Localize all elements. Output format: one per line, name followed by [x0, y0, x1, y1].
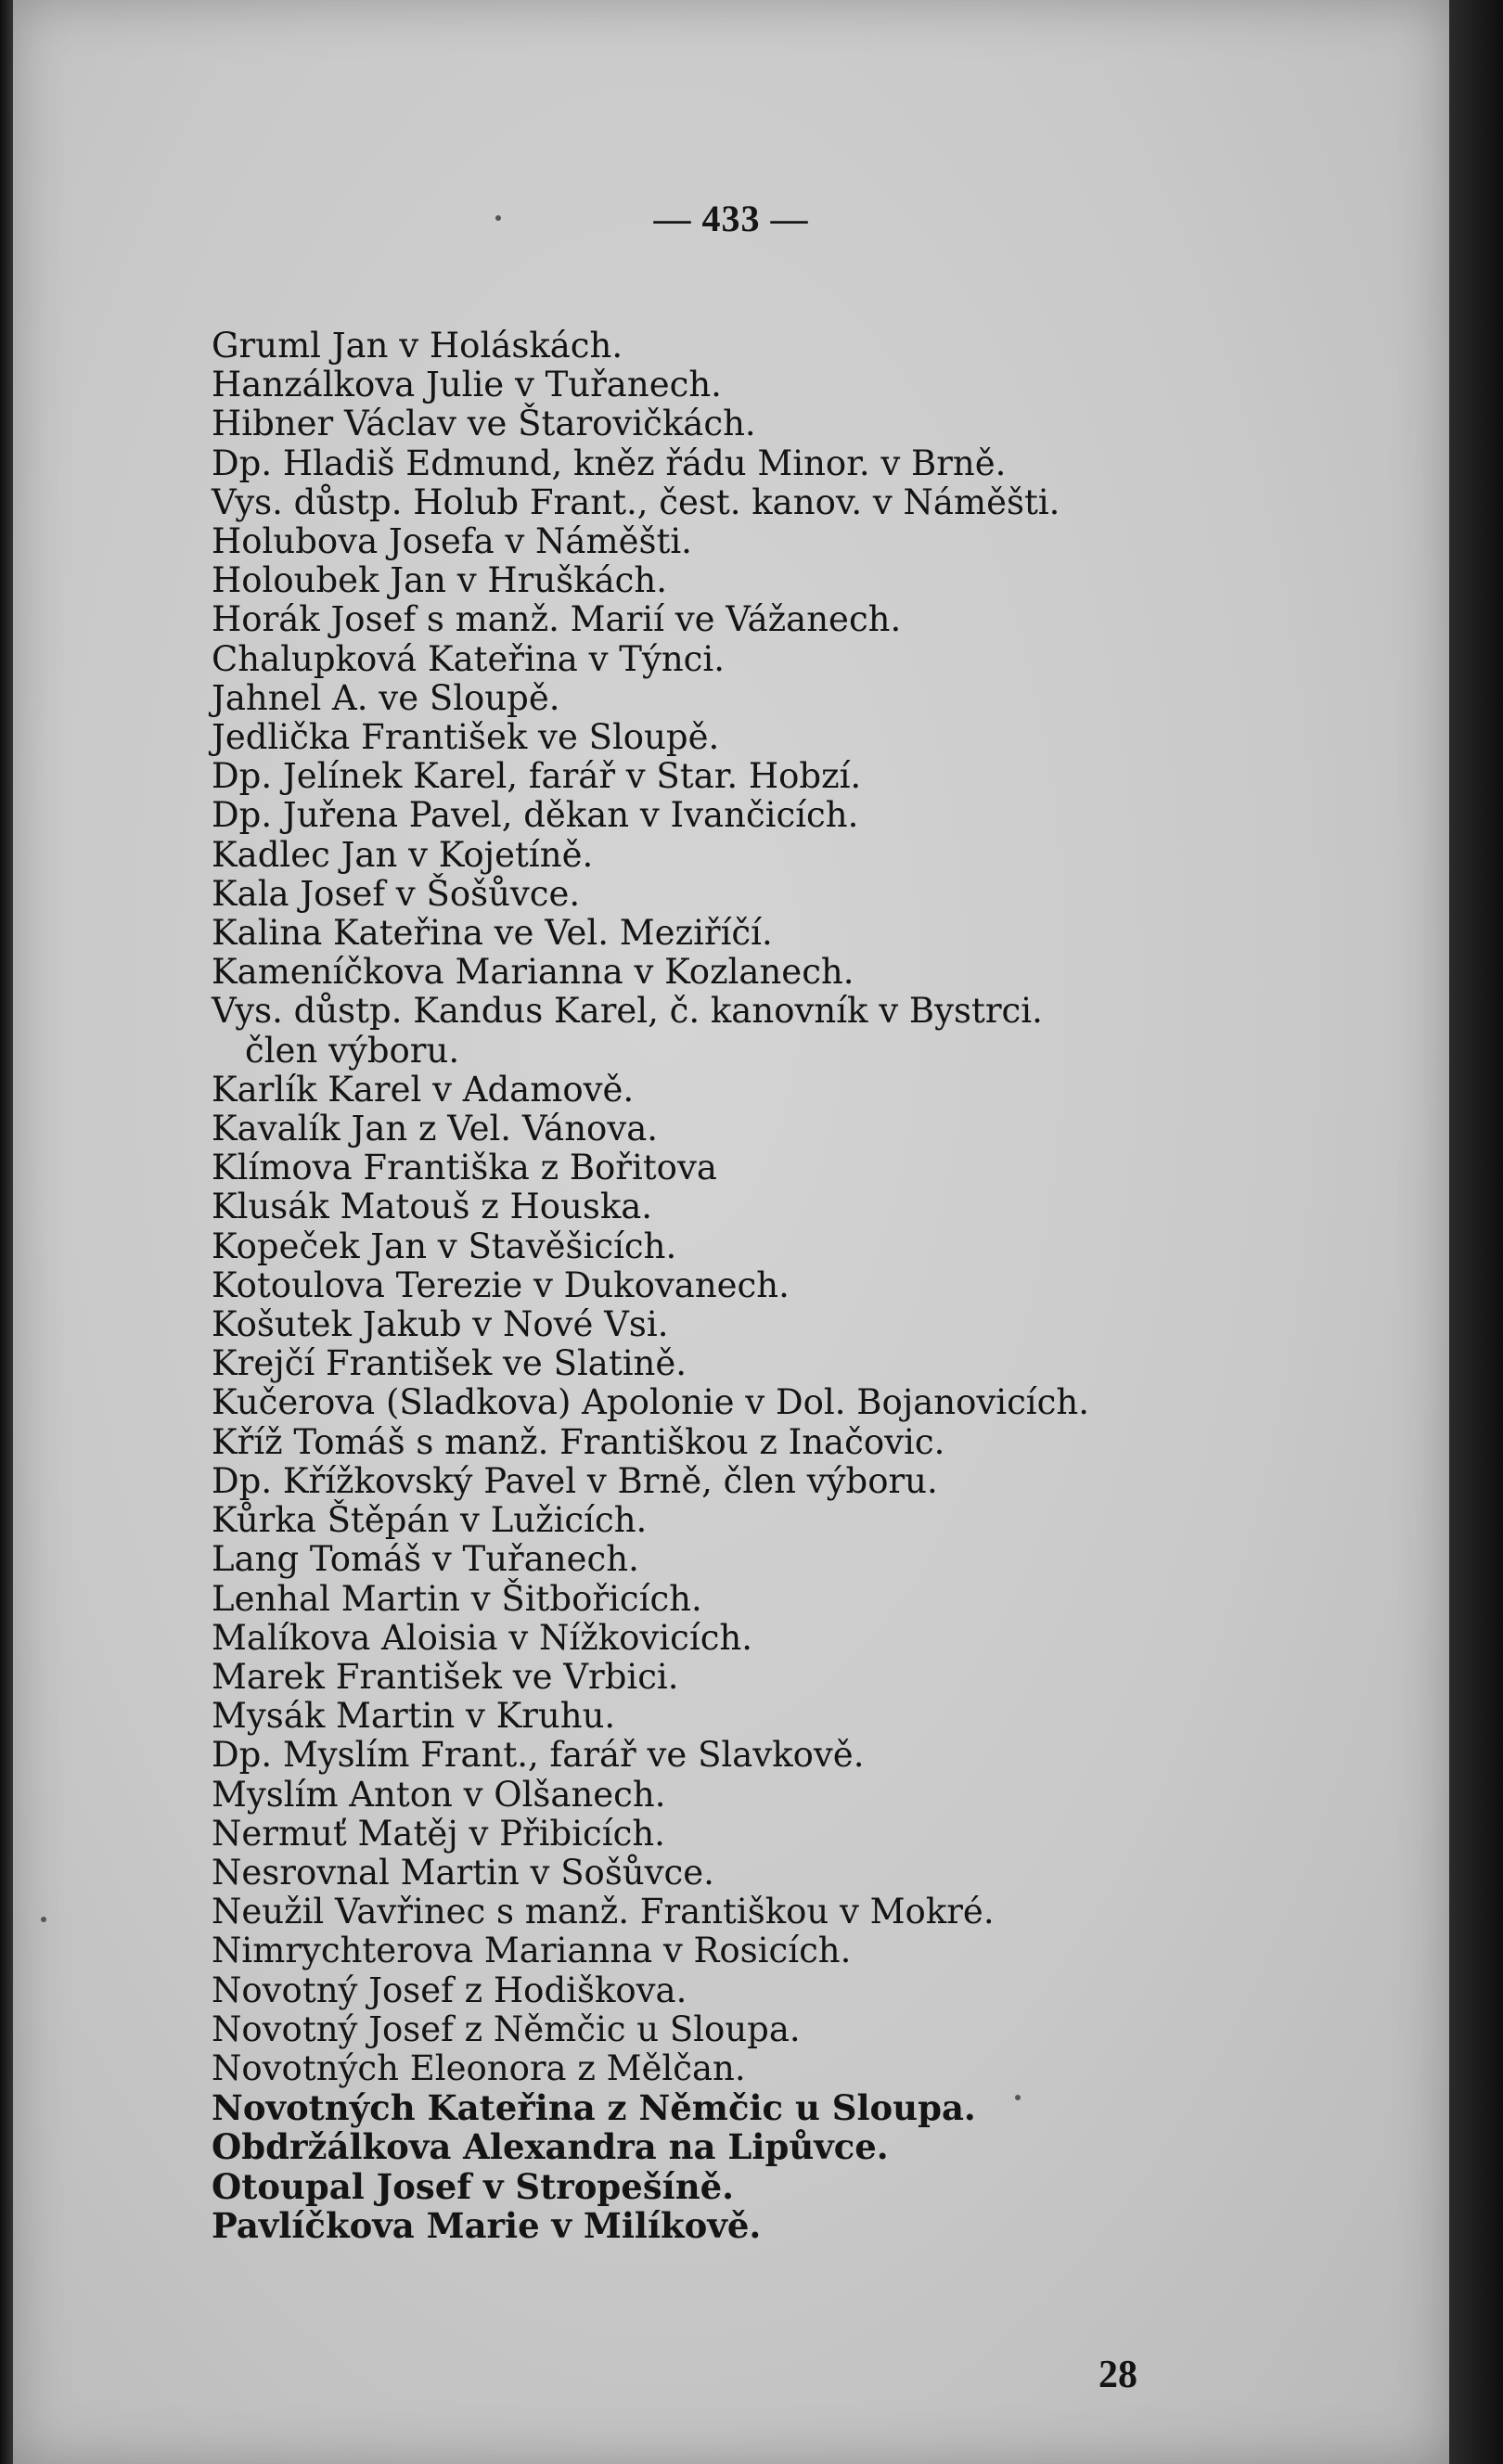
list-item	[212, 1383, 1436, 1422]
entry-text: Krejčí František ve Slatině.	[212, 1343, 687, 1384]
list-item	[212, 992, 1436, 1070]
entry-text: Myslím Anton v Olšanech.	[212, 1774, 666, 1815]
list-item	[212, 1854, 1436, 1893]
entry-text: Kučerova (Sladkova) Apolonie v Dol. Bojanovicích.	[212, 1382, 1089, 1423]
entry-text: Gruml Jan v Holáskách.	[212, 326, 623, 366]
list-item	[212, 2049, 1436, 2088]
list-item	[212, 1931, 1436, 1970]
list-item	[212, 1227, 1436, 1266]
entry-text: Nimrychterova Marianna v Rosicích.	[212, 1931, 852, 1971]
entry-text: Hanzálkova Julie v Tuřanech.	[212, 365, 722, 405]
entry-text: Horák Josef s manž. Marií ve Vážanech.	[212, 599, 902, 640]
list-item	[212, 1697, 1436, 1736]
entry-text: Novotných Kateřina z Němčic u Sloupa.	[212, 2087, 976, 2129]
list-item	[212, 1305, 1436, 1344]
entry-text: Jahnel A. ve Sloupě.	[212, 677, 560, 718]
list-item	[212, 1501, 1436, 1540]
book-page	[13, 0, 1449, 2464]
list-item	[212, 1736, 1436, 1775]
list-item	[212, 1423, 1436, 1462]
list-item	[212, 1971, 1436, 2010]
entry-text: Novotný Josef z Hodiškova.	[212, 1970, 687, 2010]
entry-text: Kameníčkova Marianna v Kozlanech.	[212, 952, 854, 993]
entry-text: Kala Josef v Šošůvce.	[212, 873, 581, 914]
entry-text: Hibner Václav ve Štarovičkách.	[212, 404, 756, 444]
entry-text: Obdržálkova Alexandra na Lipůvce.	[212, 2126, 889, 2168]
list-item	[212, 1776, 1436, 1815]
entry-text: Chalupková Kateřina v Týnci.	[212, 638, 725, 679]
entry-text: Malíkova Aloisia v Nížkovicích.	[212, 1617, 753, 1658]
list-item	[212, 914, 1436, 953]
entry-text: Vys. důstp. Holub Frant., čest. kanov. v Náměšti.	[212, 481, 1060, 522]
list-item	[212, 1110, 1436, 1149]
entry-text: Novotný Josef z Němčic u Sloupa.	[212, 2008, 801, 2049]
entry-text: Kopeček Jan v Stavěšicích.	[212, 1226, 677, 1266]
entry-text: Klusák Matouš z Houska.	[212, 1187, 653, 1227]
entry-text: Dp. Hladiš Edmund, kněz řádu Minor. v Brně.	[212, 443, 1007, 483]
entry-text: Holubova Josefa v Náměšti.	[212, 521, 692, 562]
list-item	[212, 327, 1436, 366]
list-item	[212, 640, 1436, 679]
entry-text: Kotoulova Terezie v Dukovanech.	[212, 1264, 790, 1305]
list-item	[212, 522, 1436, 561]
list-item	[212, 2206, 1436, 2245]
member-list	[212, 327, 1436, 2245]
list-item	[212, 1580, 1436, 1619]
entry-text: Pavlíčkova Marie v Milíkově.	[212, 2204, 762, 2246]
list-item	[212, 1893, 1436, 1931]
list-item	[212, 1344, 1436, 1383]
list-item	[212, 1815, 1436, 1854]
entry-text: Dp. Jelínek Karel, farář v Star. Hobzí.	[212, 756, 862, 797]
entry-text: Marek František ve Vrbici.	[212, 1656, 679, 1697]
list-item	[212, 1187, 1436, 1226]
entry-text: Mysák Martin v Kruhu.	[212, 1696, 616, 1737]
entry-text: Kříž Tomáš s manž. Františkou z Inačovic.	[212, 1421, 945, 1462]
paper-speck	[1015, 2095, 1021, 2100]
entry-text: Klímova Františka z Bořitova	[212, 1148, 717, 1188]
list-item	[212, 561, 1436, 600]
entry-text: Karlík Karel v Adamově.	[212, 1069, 635, 1110]
list-item	[212, 1149, 1436, 1187]
entry-text: Novotných Eleonora z Mělčan.	[212, 2047, 746, 2088]
entry-text: Nesrovnal Martin v Sošůvce.	[212, 1852, 714, 1893]
entry-text: Košutek Jakub v Nové Vsi.	[212, 1304, 669, 1345]
list-item	[212, 718, 1436, 757]
entry-continuation: člen výboru.	[245, 1030, 460, 1071]
list-item	[212, 1462, 1436, 1501]
list-item	[212, 1266, 1436, 1305]
list-item	[212, 1071, 1436, 1110]
list-item	[212, 366, 1436, 404]
list-item	[212, 2167, 1436, 2206]
list-item	[212, 1540, 1436, 1579]
list-item	[212, 1619, 1436, 1658]
list-item	[212, 2127, 1436, 2166]
list-item	[212, 483, 1436, 522]
list-item	[212, 2010, 1436, 2049]
list-item	[212, 444, 1436, 483]
list-item	[212, 600, 1436, 639]
entry-text: Dp. Křížkovský Pavel v Brně, člen výboru.	[212, 1460, 938, 1501]
list-item	[212, 679, 1436, 718]
entry-text: Dp. Myslím Frant., farář ve Slavkově.	[212, 1735, 865, 1776]
entry-text: Otoupal Josef v Stropešíně.	[212, 2165, 735, 2207]
list-item	[212, 836, 1436, 875]
entry-text: Dp. Juřena Pavel, děkan v Ivančicích.	[212, 795, 859, 836]
list-item	[212, 875, 1436, 914]
entry-text: Kavalík Jan z Vel. Vánova.	[212, 1109, 659, 1149]
page-number: — 433 —	[653, 198, 809, 239]
entry-text: Vys. důstp. Kandus Karel, č. kanovník v Bystrci.	[212, 991, 1043, 1032]
entry-text: Kůrka Štěpán v Lužicích.	[212, 1500, 648, 1541]
paper-speck	[41, 1917, 46, 1922]
list-item	[212, 2088, 1436, 2127]
list-item	[212, 757, 1436, 796]
entry-text: Kadlec Jan v Kojetíně.	[212, 834, 594, 875]
entry-text: Lang Tomáš v Tuřanech.	[212, 1539, 639, 1580]
signature-mark: 28	[1098, 2354, 1137, 2396]
entry-text: Neužil Vavřinec s manž. Františkou v Mokré.	[212, 1892, 995, 1932]
list-item	[212, 953, 1436, 992]
entry-text: Lenhal Martin v Šitbořicích.	[212, 1578, 702, 1619]
right-page-edge	[1449, 0, 1503, 2464]
list-item	[212, 1658, 1436, 1697]
paper-speck	[495, 215, 501, 221]
entry-text: Jedlička František ve Sloupě.	[212, 717, 720, 758]
list-item	[212, 404, 1436, 443]
list-item	[212, 796, 1436, 835]
entry-text: Holoubek Jan v Hruškách.	[212, 560, 667, 601]
entry-text: Nermuť Matěj v Přibicích.	[212, 1813, 665, 1854]
entry-text: Kalina Kateřina ve Vel. Meziříčí.	[212, 913, 773, 954]
